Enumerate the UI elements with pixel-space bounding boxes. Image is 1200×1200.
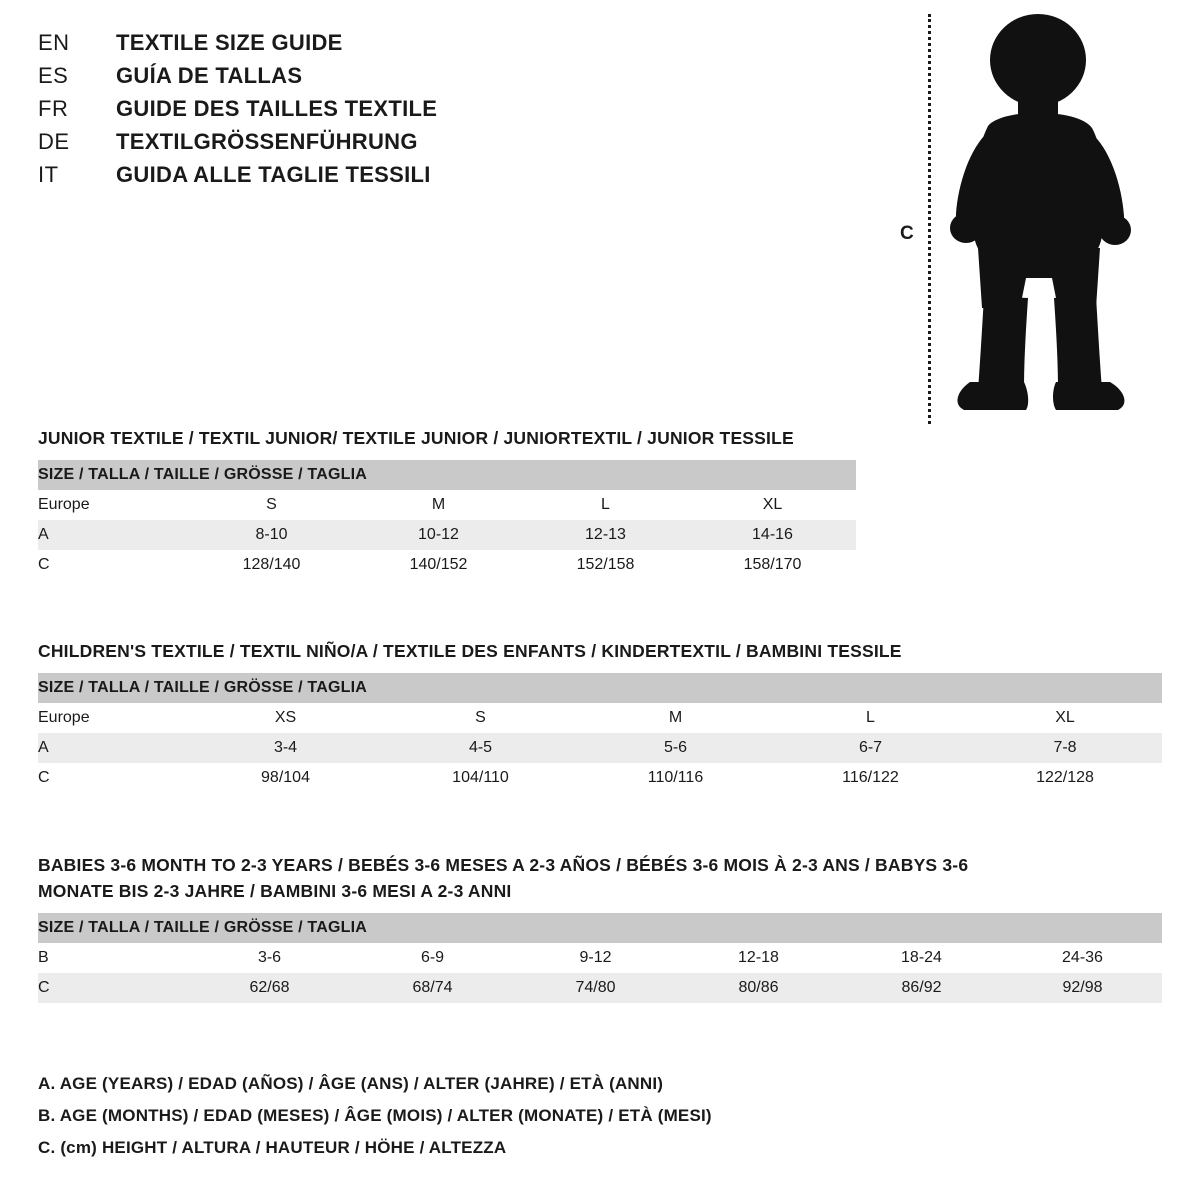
table-band-row [38, 673, 1162, 703]
size-header-cell: M [578, 703, 773, 733]
language-code: FR [38, 96, 69, 121]
table-cell: 110/116 [578, 763, 773, 793]
language-row [38, 129, 598, 162]
table-band-row [38, 460, 856, 490]
table-cell: 128/140 [188, 550, 355, 580]
table-cell: 6-7 [773, 733, 968, 763]
table-cell: 5-6 [578, 733, 773, 763]
height-marker-label: C [900, 223, 914, 244]
table-row [38, 973, 1162, 1003]
language-title-list [38, 30, 598, 195]
table-cell: 10-12 [355, 520, 522, 550]
table-cell: 116/122 [773, 763, 968, 793]
table-cell: 18-24 [840, 943, 1003, 973]
language-title: GUIDE DES TAILLES TEXTILE [116, 96, 438, 121]
table-band-row [38, 913, 1162, 943]
table-cell: 3-4 [188, 733, 383, 763]
table-cell: 14-16 [689, 520, 856, 550]
size-header-cell: L [522, 490, 689, 520]
table-row [38, 733, 1162, 763]
table-cell: 80/86 [677, 973, 840, 1003]
table-cell: 8-10 [188, 520, 355, 550]
size-header-cell: XL [968, 703, 1162, 733]
babies-size-table [38, 913, 1162, 1003]
language-title: GUÍA DE TALLAS [116, 63, 303, 88]
table-row [38, 490, 856, 520]
table-cell: 3-6 [188, 943, 351, 973]
table-cell: 4-5 [383, 733, 578, 763]
section-babies [38, 852, 1162, 1003]
section-junior [38, 425, 1162, 580]
language-code: EN [38, 30, 70, 55]
table-cell: 122/128 [968, 763, 1162, 793]
language-title: GUIDA ALLE TAGLIE TESSILI [116, 162, 431, 187]
row-label: C [38, 763, 188, 793]
band-label: SIZE / TALLA / TAILLE / GRÖSSE / TAGLIA [38, 673, 1162, 703]
table-cell: 74/80 [514, 973, 677, 1003]
section-title: CHILDREN'S TEXTILE / TEXTIL NIÑO/A / TEXTILE DES ENFANTS / KINDERTEXTIL / BAMBINI TESSILE [38, 641, 902, 661]
section-title: BABIES 3-6 MONTH TO 2-3 YEARS / BEBÉS 3-6 MESES A 2-3 AÑOS / BÉBÉS 3-6 MOIS À 2-3 ANS / BABYS 3-6 MONATE BIS 2-3 JAHRE / BAMBINI 3-6 MESI A 2-3 ANNI [38, 855, 969, 901]
junior-size-table [38, 460, 856, 580]
row-label: A [38, 733, 188, 763]
row-label: C [38, 973, 188, 1003]
row-label: B [38, 943, 188, 973]
language-title: TEXTILE SIZE GUIDE [116, 30, 343, 55]
legend-line-age-months: B. AGE (MONTHS) / EDAD (MESES) / ÂGE (MOIS) / ALTER (MONATE) / ETÀ (MESI) [38, 1106, 712, 1125]
table-row [38, 520, 856, 550]
table-cell: 7-8 [968, 733, 1162, 763]
legend-line-height: C. (cm) HEIGHT / ALTURA / HAUTEUR / HÖHE / ALTEZZA [38, 1138, 507, 1157]
child-silhouette-icon [930, 8, 1140, 423]
table-cell: 9-12 [514, 943, 677, 973]
table-row [38, 703, 1162, 733]
size-header-cell: S [188, 490, 355, 520]
size-header-cell: XS [188, 703, 383, 733]
language-title: TEXTILGRÖSSENFÜHRUNG [116, 129, 418, 154]
size-header-cell: M [355, 490, 522, 520]
size-header-cell: L [773, 703, 968, 733]
table-cell: 86/92 [840, 973, 1003, 1003]
table-row [38, 763, 1162, 793]
band-label: SIZE / TALLA / TAILLE / GRÖSSE / TAGLIA [38, 460, 856, 490]
legend-line-age-years: A. AGE (YEARS) / EDAD (AÑOS) / ÂGE (ANS) / ALTER (JAHRE) / ETÀ (ANNI) [38, 1074, 664, 1093]
language-row [38, 96, 598, 129]
language-code: DE [38, 129, 70, 154]
section-title: JUNIOR TEXTILE / TEXTIL JUNIOR/ TEXTILE JUNIOR / JUNIORTEXTIL / JUNIOR TESSILE [38, 428, 794, 448]
table-cell: 98/104 [188, 763, 383, 793]
table-cell: 140/152 [355, 550, 522, 580]
band-label: SIZE / TALLA / TAILLE / GRÖSSE / TAGLIA [38, 913, 1162, 943]
language-row [38, 162, 598, 195]
children-size-table [38, 673, 1162, 793]
language-code: IT [38, 162, 59, 187]
legend-block [38, 1068, 1038, 1164]
size-header-cell: S [383, 703, 578, 733]
region-label: Europe [38, 490, 188, 520]
language-code: ES [38, 63, 69, 88]
table-row [38, 550, 856, 580]
table-cell: 6-9 [351, 943, 514, 973]
row-label: A [38, 520, 188, 550]
table-row [38, 943, 1162, 973]
table-cell: 24-36 [1003, 943, 1162, 973]
region-label: Europe [38, 703, 188, 733]
table-cell: 92/98 [1003, 973, 1162, 1003]
table-cell: 62/68 [188, 973, 351, 1003]
language-row [38, 63, 598, 96]
section-children [38, 638, 1162, 793]
table-cell: 68/74 [351, 973, 514, 1003]
size-header-cell: XL [689, 490, 856, 520]
table-cell: 152/158 [522, 550, 689, 580]
language-row [38, 30, 598, 63]
row-label: C [38, 550, 188, 580]
table-cell: 12-13 [522, 520, 689, 550]
child-silhouette-figure [900, 8, 1140, 428]
table-cell: 158/170 [689, 550, 856, 580]
table-cell: 104/110 [383, 763, 578, 793]
table-cell: 12-18 [677, 943, 840, 973]
